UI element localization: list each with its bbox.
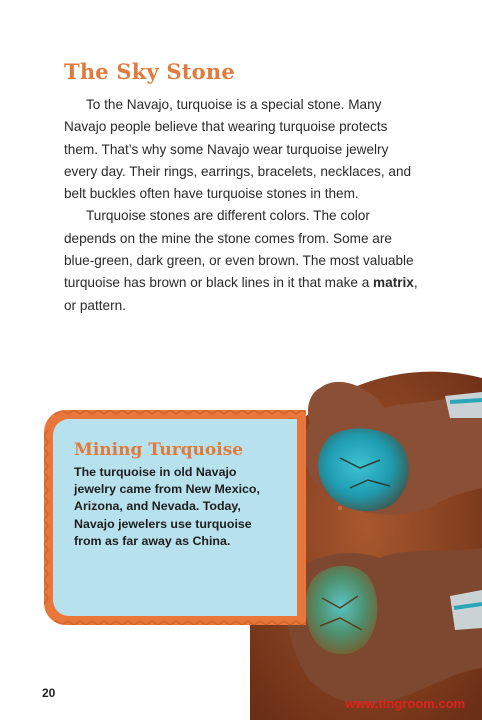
body-text <box>64 94 424 317</box>
glossary-term-matrix[interactable]: matrix <box>373 275 414 291</box>
paragraph-2-end: , or pattern. <box>64 275 418 313</box>
page-title: The Sky Stone <box>64 59 235 84</box>
paragraph-2 <box>64 205 424 316</box>
page-number: 20 <box>42 686 56 700</box>
sidebar-title: Mining Turquoise <box>74 440 244 460</box>
paragraph-2-start: Turquoise stones are different colors. The color depends on the mine the stone comes from. Some are blue-green, dark green, or even brown. The most valuable turquoise has brown or black lines in it that make a <box>64 208 414 291</box>
sidebar-text: The turquoise in old Navajo jewelry came from New Mexico, Arizona, and Nevada. Today, Navajo jewelers use turquoise from as far away as China. <box>74 465 260 548</box>
watermark: www.tingroom.com <box>345 696 466 711</box>
paragraph-1: To the Navajo, turquoise is a special stone. Many Navajo people believe that wearing turquoise protects them. That’s why some Navajo wear turquoise jewelry every day. Their rings, earrings, bracelets, necklaces, and belt buckles often have turquoise stones in them. <box>64 97 412 202</box>
sidebar-box <box>44 410 306 625</box>
